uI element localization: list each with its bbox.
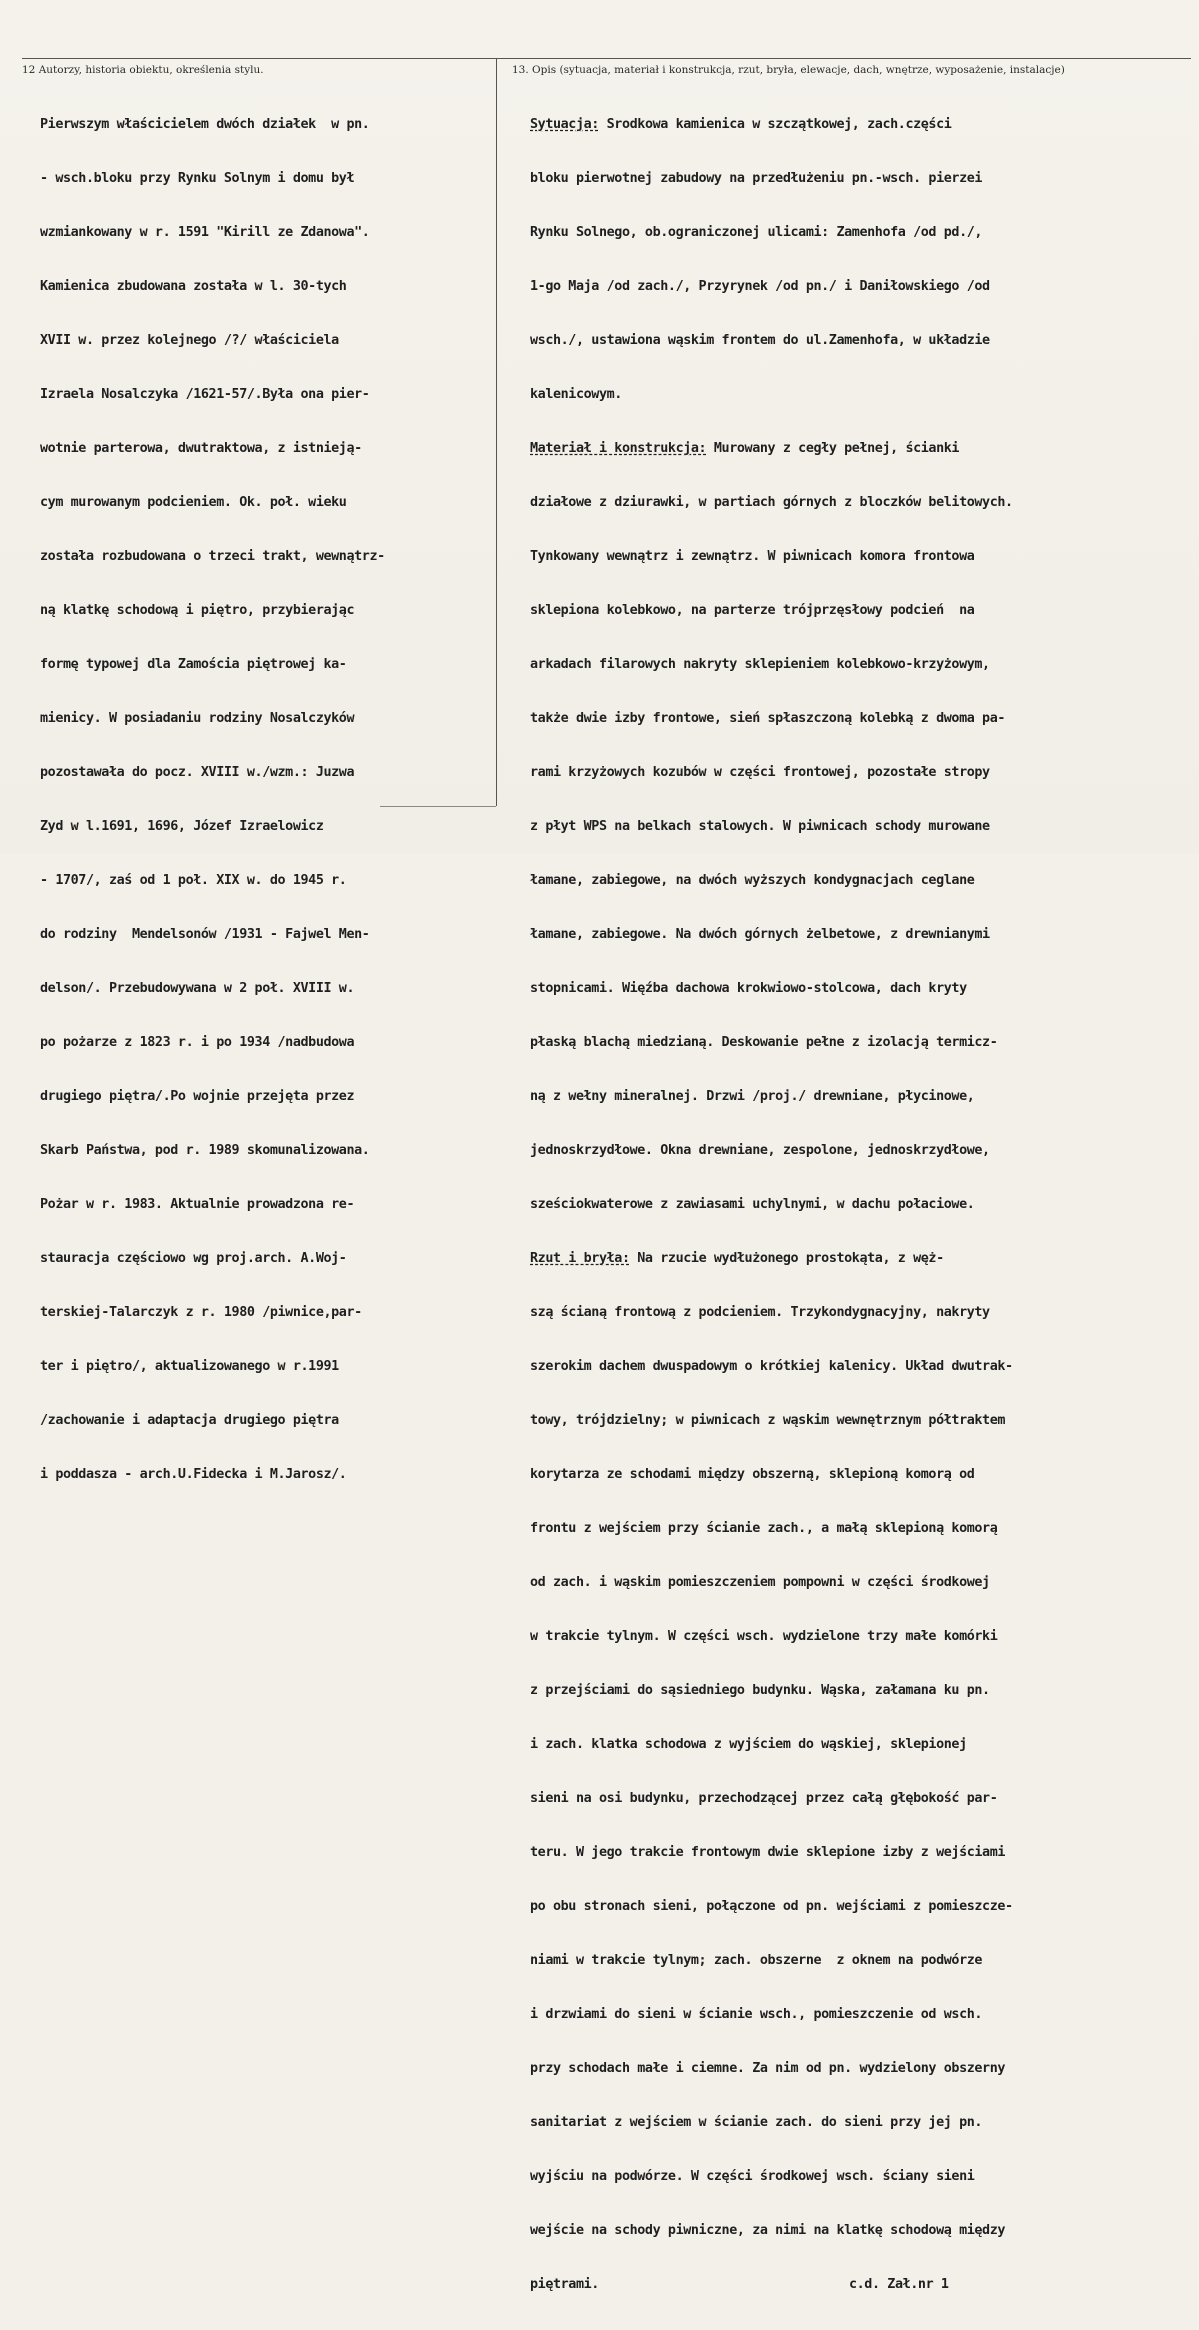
history-line: Kamienica zbudowana została w l. 30-tych xyxy=(40,279,347,294)
history-line: formę typowej dla Zamościa piętrowej ka- xyxy=(40,657,347,672)
description-line: łamane, zabiegowe, na dwóch wyższych kondygnacjach ceglane xyxy=(530,873,975,888)
description-line: i drzwiami do sieni w ścianie wsch., pomieszczenie od wsch. xyxy=(530,2007,983,2022)
history-line: /zachowanie i adaptacja drugiego piętra xyxy=(40,1413,339,1428)
description-line: szą ścianą frontową z podcieniem. Trzykondygnacyjny, nakryty xyxy=(530,1305,990,1320)
description-line: frontu z wejściem przy ścianie zach., a małą sklepioną komorą xyxy=(530,1521,998,1536)
description-line: także dwie izby frontowe, sień spłaszczoną kolebką z dwoma pa- xyxy=(530,711,1006,726)
left-column-header: 12 Autorzy, historia obiektu, określenia stylu. xyxy=(22,64,264,76)
history-text xyxy=(40,80,385,1520)
section-label-rzut: Rzut i bryła: xyxy=(530,1251,630,1266)
description-line: stopnicami. Więźba dachowa krokwiowo-stolcowa, dach kryty xyxy=(530,981,967,996)
section-label-material: Materiał i konstrukcja: xyxy=(530,441,707,456)
description-line: Rynku Solnego, ob.ograniczonej ulicami: Zamenhofa /od pd./, xyxy=(530,225,983,240)
history-line: cym murowanym podcieniem. Ok. poł. wieku xyxy=(40,495,347,510)
description-line: wyjściu na podwórze. W części środkowej wsch. ściany sieni xyxy=(530,2169,975,2184)
history-line: stauracja częściowo wg proj.arch. A.Woj- xyxy=(40,1251,347,1266)
bottom-rule xyxy=(380,806,496,807)
description-line: po obu stronach sieni, połączone od pn. wejściami z pomieszcze- xyxy=(530,1899,1013,1914)
history-line: pozostawała do pocz. XVIII w./wzm.: Juzwa xyxy=(40,765,355,780)
history-line: Pożar w r. 1983. Aktualnie prowadzona re- xyxy=(40,1197,355,1212)
history-line: została rozbudowana o trzeci trakt, wewnątrz- xyxy=(40,549,385,564)
description-line: piętrami. c.d. Zał.nr 1 xyxy=(530,2277,949,2292)
history-line: do rodziny Mendelsonów /1931 - Fajwel Men- xyxy=(40,927,370,942)
description-line: korytarza ze schodami między obszerną, sklepioną komorą od xyxy=(530,1467,975,1482)
history-line: Pierwszym właścicielem dwóch działek w pn. xyxy=(40,117,370,132)
history-line: XVII w. przez kolejnego /?/ właściciela xyxy=(40,333,339,348)
history-line: Izraela Nosalczyka /1621-57/.Była ona pier- xyxy=(40,387,370,402)
description-line: działowe z dziurawki, w partiach górnych z bloczków belitowych. xyxy=(530,495,1013,510)
description-line: Materiał i konstrukcja: Murowany z cegły pełnej, ścianki xyxy=(530,441,960,456)
description-line: sieni na osi budynku, przechodzącej przez całą głębokość par- xyxy=(530,1791,998,1806)
description-line: bloku pierwotnej zabudowy na przedłużeniu pn.-wsch. pierzei xyxy=(530,171,983,186)
description-line: kalenicowym. xyxy=(530,387,622,402)
description-line: rami krzyżowych kozubów w części frontowej, pozostałe stropy xyxy=(530,765,990,780)
history-line: po pożarze z 1823 r. i po 1934 /nadbudowa xyxy=(40,1035,355,1050)
description-line: 1-go Maja /od zach./, Przyrynek /od pn./ i Daniłowskiego /od xyxy=(530,279,990,294)
description-line: Rzut i bryła: Na rzucie wydłużonego prostokąta, z węż- xyxy=(530,1251,944,1266)
column-divider xyxy=(496,58,497,806)
history-line: mienicy. W posiadaniu rodziny Nosalczyków xyxy=(40,711,355,726)
continuation-note: c.d. Zał.nr 1 xyxy=(848,2277,949,2292)
description-line: Sytuacja: Srodkowa kamienica w szczątkowej, zach.części xyxy=(530,117,952,132)
description-line: wsch./, ustawiona wąskim frontem do ul.Zamenhofa, w układzie xyxy=(530,333,990,348)
description-line: szerokim dachem dwuspadowym o krótkiej kalenicy. Układ dwutrak- xyxy=(530,1359,1013,1374)
description-line: towy, trójdzielny; w piwnicach z wąskim wewnętrznym półtraktem xyxy=(530,1413,1006,1428)
section-label-sytuacja: Sytuacja: xyxy=(530,117,599,132)
history-line: - 1707/, zaś od 1 poł. XIX w. do 1945 r. xyxy=(40,873,347,888)
description-line: przy schodach małe i ciemne. Za nim od pn. wydzielony obszerny xyxy=(530,2061,1006,2076)
description-line: jednoskrzydłowe. Okna drewniane, zespolone, jednoskrzydłowe, xyxy=(530,1143,990,1158)
history-line: delson/. Przebudowywana w 2 poł. XVIII w. xyxy=(40,981,355,996)
description-line: z płyt WPS na belkach stalowych. W piwnicach schody murowane xyxy=(530,819,990,834)
description-line: od zach. i wąskim pomieszczeniem pompowni w części środkowej xyxy=(530,1575,990,1590)
description-line: ną z wełny mineralnej. Drzwi /proj./ drewniane, płycinowe, xyxy=(530,1089,975,1104)
history-line: ter i piętro/, aktualizowanego w r.1991 xyxy=(40,1359,339,1374)
description-line: w trakcie tylnym. W części wsch. wydzielone trzy małe komórki xyxy=(530,1629,998,1644)
history-line: i poddasza - arch.U.Fidecka i M.Jarosz/. xyxy=(40,1467,347,1482)
description-line: sześciokwaterowe z zawiasami uchylnymi, w dachu połaciowe. xyxy=(530,1197,975,1212)
description-line: niami w trakcie tylnym; zach. obszerne z oknem na podwórze xyxy=(530,1953,983,1968)
description-line: Tynkowany wewnątrz i zewnątrz. W piwnicach komora frontowa xyxy=(530,549,975,564)
history-line: ną klatkę schodową i piętro, przybierając xyxy=(40,603,355,618)
description-line: łamane, zabiegowe. Na dwóch górnych żelbetowe, z drewnianymi xyxy=(530,927,990,942)
description-line: i zach. klatka schodowa z wyjściem do wąskiej, sklepionej xyxy=(530,1737,967,1752)
description-line: z przejściami do sąsiedniego budynku. Wąska, załamana ku pn. xyxy=(530,1683,990,1698)
description-line: sklepiona kolebkowo, na parterze trójprzęsłowy podcień na xyxy=(530,603,975,618)
history-line: drugiego piętra/.Po wojnie przejęta przez xyxy=(40,1089,355,1104)
history-line: wzmiankowany w r. 1591 "Kirill ze Zdanowa". xyxy=(40,225,370,240)
history-line: Skarb Państwa, pod r. 1989 skomunalizowana. xyxy=(40,1143,370,1158)
right-column-header: 13. Opis (sytuacja, materiał i konstrukcja, rzut, bryła, elewacje, dach, wnętrze, wyposażenie, instalacje) xyxy=(512,64,1065,76)
description-line: wejście na schody piwniczne, za nimi na klatkę schodową między xyxy=(530,2223,1006,2238)
history-line: terskiej-Talarczyk z r. 1980 /piwnice,par- xyxy=(40,1305,362,1320)
description-line: płaską blachą miedzianą. Deskowanie pełne z izolacją termicz- xyxy=(530,1035,998,1050)
history-line: wotnie parterowa, dwutraktowa, z istnieją- xyxy=(40,441,362,456)
top-rule xyxy=(22,58,1191,59)
description-line: arkadach filarowych nakryty sklepieniem kolebkowo-krzyżowym, xyxy=(530,657,990,672)
description-line: sanitariat z wejściem w ścianie zach. do sieni przy jej pn. xyxy=(530,2115,983,2130)
history-line: - wsch.bloku przy Rynku Solnym i domu był xyxy=(40,171,355,186)
description-line: teru. W jego trakcie frontowym dwie sklepione izby z wejściami xyxy=(530,1845,1006,1860)
description-text xyxy=(530,80,1013,2330)
history-line: Zyd w l.1691, 1696, Józef Izraelowicz xyxy=(40,819,324,834)
